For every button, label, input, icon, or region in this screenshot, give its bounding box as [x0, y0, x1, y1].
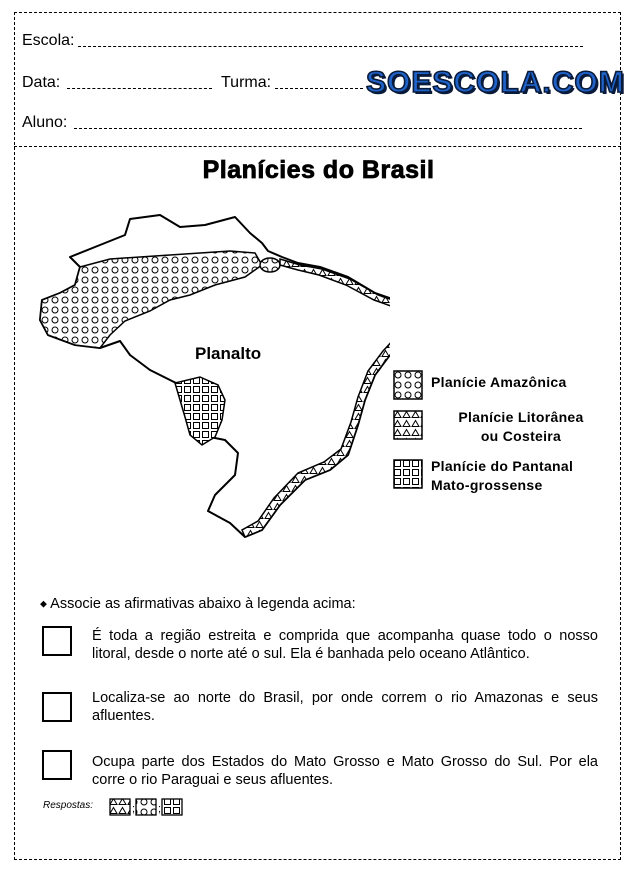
- statement-3: Ocupa parte dos Estados do Mato Grosso e Mato Grosso do Sul. Por ela corre o rio Paraguai e seus afluentes.: [92, 754, 598, 788]
- student-label: Aluno:: [22, 114, 68, 131]
- squares-pattern-icon: [393, 459, 423, 489]
- school-label: Escola:: [22, 32, 75, 49]
- answer-box-3[interactable]: [42, 750, 72, 780]
- student-field[interactable]: [74, 128, 582, 129]
- circles-pattern-icon: [393, 370, 423, 400]
- legend-label: Planície Amazônica: [431, 374, 567, 390]
- svg-text:;: ;: [158, 803, 162, 815]
- svg-text:;: ;: [132, 803, 136, 815]
- legend-label-sub: ou Costeira: [480, 428, 562, 444]
- statement-2: Localiza-se ao norte do Brasil, por onde correm o rio Amazonas e seus afluentes.: [92, 690, 598, 724]
- page-title: Planícies do Brasil: [202, 156, 435, 184]
- class-label: Turma:: [221, 74, 272, 91]
- answer-squares-icon: [162, 799, 182, 815]
- bullet-icon: ◆: [40, 598, 47, 609]
- answer-triangles-icon: [110, 799, 130, 815]
- school-field[interactable]: [78, 46, 583, 47]
- legend-label: Planície Litorânea: [458, 409, 584, 425]
- answers-label: Respostas:: [43, 800, 94, 811]
- date-field[interactable]: [67, 88, 212, 89]
- date-label: Data:: [22, 74, 61, 91]
- answer-box-1[interactable]: [42, 626, 72, 656]
- marajo-island: [260, 258, 280, 272]
- brazil-map: [30, 205, 390, 555]
- legend-label: Planície do Pantanal: [431, 458, 574, 474]
- statement-1: É toda a região estreita e comprida que acompanha quase todo o nosso litoral, desde o norte até o sul. Ela é banhada pelo oceano Atlântico.: [92, 628, 598, 662]
- triangles-pattern-icon: [393, 410, 423, 440]
- answer-circles-icon: [136, 799, 156, 815]
- class-field[interactable]: [275, 88, 363, 89]
- site-logo: SOESCOLA.COM: [366, 66, 625, 99]
- plateau-label: Planalto: [195, 344, 262, 363]
- instruction-text: ◆ Associe as afirmativas abaixo à legenda acima:: [40, 596, 356, 612]
- answer-box-2[interactable]: [42, 692, 72, 722]
- answers-key-icons: [109, 797, 185, 817]
- header-divider: [14, 146, 621, 147]
- legend-label-sub: Mato-grossense: [431, 477, 543, 493]
